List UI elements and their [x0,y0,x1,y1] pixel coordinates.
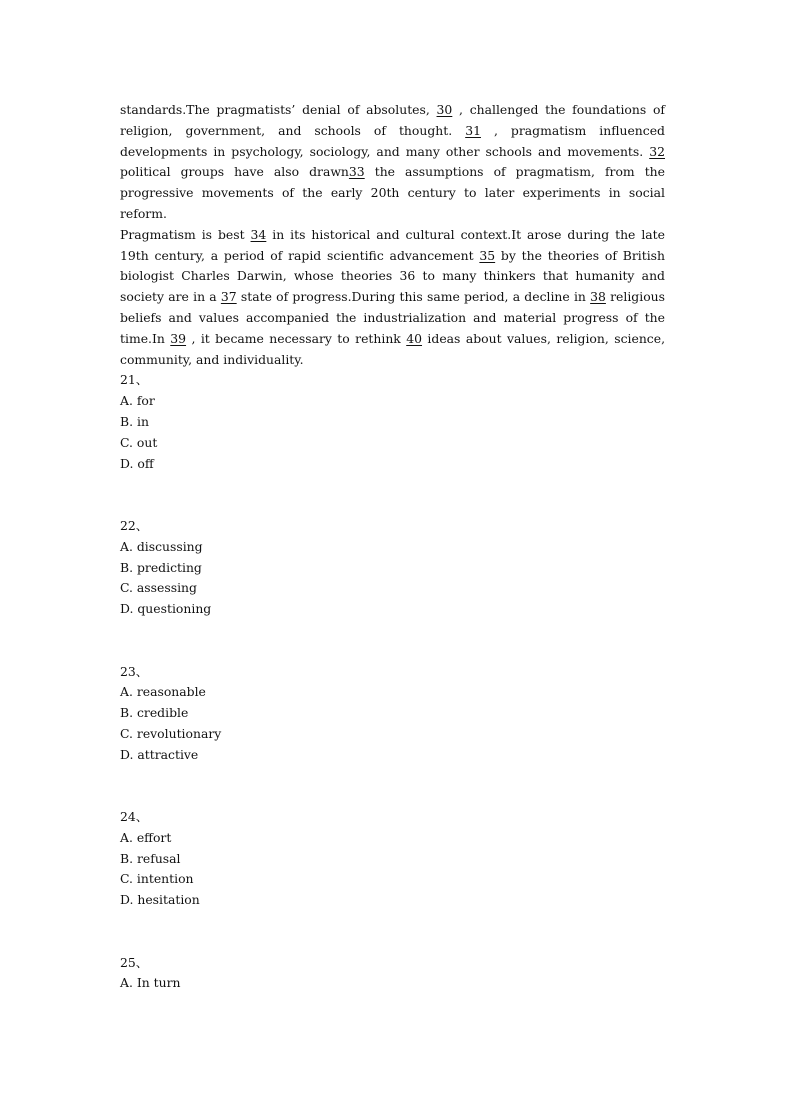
question-number: 23、 [120,663,149,679]
option-a: A. effort [120,829,172,845]
blank-38: 38 [590,289,606,305]
passage-text: standards.The pragmatists’ denial of absolutes, [120,102,437,117]
passage-text: Pragmatism is best [120,226,251,242]
passage-paragraph-1 [120,100,665,225]
passage-text: political groups have also drawn [120,164,349,180]
question-number: 22、 [120,517,149,533]
option-d: D. hesitation [120,892,200,908]
blank-39: 39 [170,330,187,346]
blank-32: 32 [649,143,665,159]
passage-text: by the theories of British biologist Charles Darwin, whose theories 36 to many thinkers that humanity and society are in a [120,247,665,305]
question-23 [120,662,665,766]
option-b: B. predicting [120,559,202,575]
passage-text: , pragmatism influenced developments in psychology, sociology, and many other schools and movements. [120,122,665,159]
passage-text: ideas about values, religion, science, community, and individuality. [120,330,666,367]
option-a: A. reasonable [120,684,206,700]
option-a: A. for [120,393,155,409]
blank-35: 35 [479,247,496,263]
question-24 [120,807,665,911]
question-22 [120,516,665,620]
option-a: A. discussing [120,538,203,554]
passage-text: , challenged the foundations of religion, government, and schools of thought. [120,102,665,138]
option-c: C. assessing [120,580,197,596]
document-page [120,100,665,994]
option-d: D. attractive [120,746,199,762]
question-number: 25、 [120,954,149,970]
blank-31: 31 [465,122,481,138]
option-b: B. refusal [120,850,181,866]
option-b: B. credible [120,705,189,721]
passage-text: in its historical and cultural context.It arose during the late 19th century, a period of rapid scientific advancement [120,226,665,263]
question-number: 21、 [120,372,149,388]
blank-33: 33 [348,164,365,180]
option-d: D. questioning [120,601,212,617]
passage-text: religious beliefs and values accompanied the industrialization and material progress of the time.In [120,289,665,346]
passage-paragraph-2 [120,225,665,371]
question-number: 24、 [120,809,149,825]
option-c: C. revolutionary [120,725,222,741]
option-d: D. off [120,455,154,471]
passage-text: state of progress.During this same period, a decline in [236,289,591,305]
blank-40: 40 [406,330,423,346]
blank-37: 37 [220,289,237,305]
blank-34: 34 [250,226,267,242]
question-21 [120,370,665,474]
option-b: B. in [120,413,149,429]
question-25 [120,953,665,995]
blank-30: 30 [436,102,453,117]
cloze-passage [120,100,665,370]
passage-text: , it became necessary to rethink [186,330,407,346]
passage-text: the assumptions of pragmatism, from the progressive movements of the early 20th century to later experiments in social reform. [120,164,665,221]
option-a: A. In turn [120,975,181,991]
option-c: C. out [120,434,158,450]
option-c: C. intention [120,871,194,887]
